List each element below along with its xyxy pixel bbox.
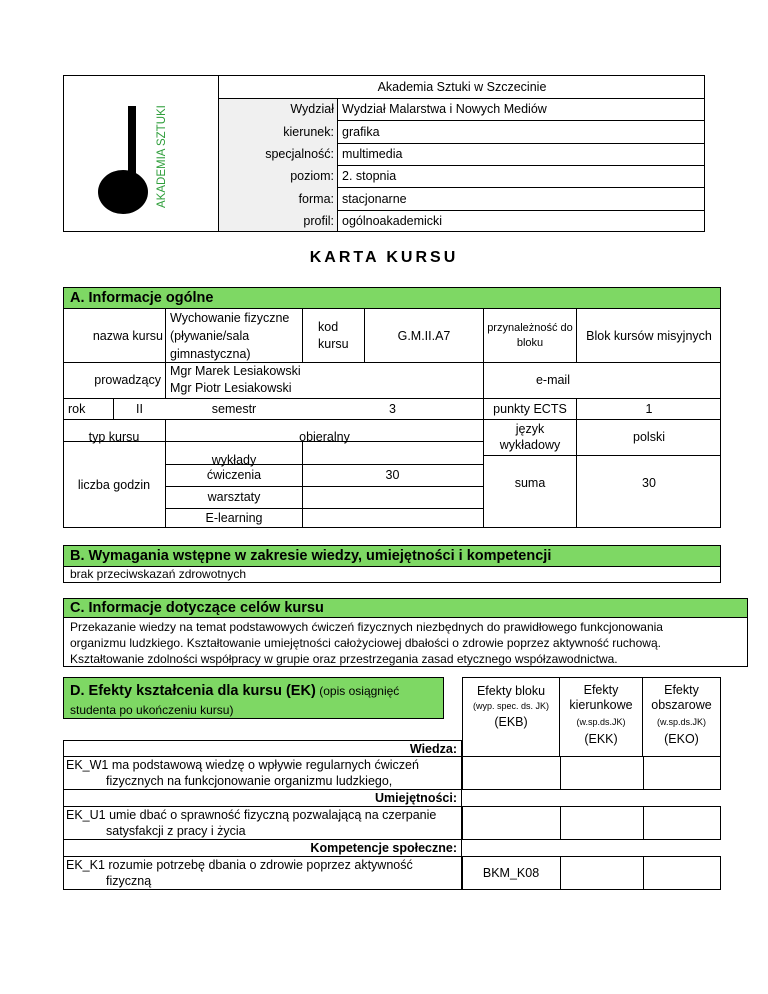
sum-value: 30: [642, 475, 656, 490]
ek-u1: [66, 807, 460, 839]
semester-value: 3: [389, 401, 396, 416]
knowledge-label: Wiedza:: [409, 741, 457, 756]
header-label-level: poziom:: [290, 169, 334, 183]
email-label: e-mail: [535, 373, 570, 387]
page-title: KARTA KURSU: [309, 249, 459, 266]
section-b-title: B. Wymagania wstępne w zakresie wiedzy, umiejętności i kompetencji: [63, 545, 721, 567]
logo-circle: [98, 170, 148, 214]
block-value: Blok kursów misyjnych: [586, 328, 712, 343]
header-label-form: forma:: [298, 191, 334, 206]
email-value: [580, 362, 718, 398]
col-eko-abbr: (EKO): [664, 732, 699, 746]
code-label: kod kursu: [318, 319, 349, 351]
col-ekk-header: [560, 677, 643, 757]
section-d-title: [70, 682, 440, 720]
logo-stem: [128, 106, 136, 206]
course-code: G.M.II.A7: [397, 328, 451, 343]
ek-u1-cells: [462, 806, 721, 840]
ek-w1: [66, 757, 460, 789]
col-eko-header: [643, 677, 721, 757]
academy-logo: [90, 100, 200, 220]
header-value-specialty: multimedia: [342, 147, 403, 161]
course-name: Wychowanie fizyczne (pływanie/sala gimnastyczna): [170, 310, 290, 361]
header-value-form: stacjonarne: [342, 191, 407, 206]
course-name-label: nazwa kursu: [92, 328, 163, 343]
year-value: II: [136, 401, 143, 416]
ek-k1-line-1: EK_K1 rozumie potrzebę dbania o zdrowie poprzez aktywność: [66, 858, 413, 872]
section-a-title: A. Informacje ogólne: [63, 287, 721, 309]
course-type-value: obieralny: [299, 430, 350, 444]
col-ekb-small: (wyp. spec. ds. JK): [472, 701, 550, 711]
hours-lecture-label: wykłady: [211, 452, 257, 467]
sum-label: suma: [514, 475, 546, 490]
language-value: polski: [633, 430, 665, 444]
ek-w1-cells: [462, 756, 721, 790]
header-value-profile: ogólnoakademicki: [342, 214, 443, 228]
col-ekb-header: [462, 677, 560, 757]
col-eko-small: (w.sp.ds.JK): [656, 717, 706, 727]
ek-u1-line-2: satysfakcji z pracy i życia: [106, 824, 246, 838]
goal-line-1: Przekazanie wiedzy na temat podstawowych ćwiczeń fizycznych niezbędnych do prawidłowego funkcjonowania: [70, 620, 663, 634]
section-c-title: C. Informacje dotyczące celów kursu: [63, 598, 748, 618]
language-label: język wykładowy: [499, 422, 561, 452]
competence-label: Kompetencje społeczne:: [310, 840, 457, 855]
hours-workshops-label: warsztaty: [207, 490, 261, 504]
ek-k1-line-2: fizyczną: [106, 874, 152, 888]
course-type-label: typ kursu: [88, 430, 140, 444]
skills-label: Umiejętności:: [375, 790, 457, 805]
col-ekb-abbr: (EKB): [494, 715, 528, 729]
ects-value: 1: [645, 401, 653, 416]
ects-label: punkty ECTS: [493, 401, 567, 416]
section-d-note: (opis osiągnięć: [319, 684, 400, 698]
teacher-1: Mgr Marek Lesiakowski: [170, 364, 301, 378]
header-label-specialty: specjalność:: [265, 147, 334, 161]
section-c-text: [63, 617, 748, 667]
header-label-faculty: Wydział: [290, 102, 334, 116]
ek-k1: [66, 857, 460, 889]
ek-w1-line-2: fizycznych na funkcjonowanie organizmu ludzkiego,: [106, 774, 393, 788]
block-label: przynależność do bloku: [487, 321, 573, 349]
teacher-label: prowadzący: [94, 373, 161, 387]
logo-text: AKADEMIA SZTUKI: [156, 105, 168, 208]
ek-u1-line-1: EK_U1 umie dbać o sprawność fizyczną pozwalającą na czerpanie: [66, 808, 437, 822]
col-ekk-title-2: kierunkowe: [569, 698, 633, 712]
col-eko-title-1: Efekty: [664, 683, 699, 697]
section-d-heading: D. Efekty kształcenia dla kursu (EK): [70, 683, 316, 699]
header-value-level: 2. stopnia: [342, 169, 397, 183]
header-value-faculty: Wydział Malarstwa i Nowych Mediów: [342, 102, 547, 116]
hours-exercises-value: 30: [385, 468, 400, 482]
section-b-text: brak przeciwskazań zdrowotnych: [63, 566, 721, 583]
goal-line-3: Kształtowanie zdolności współpracy w grupie oraz przestrzegania zasad etycznego współzawodnictwa.: [70, 652, 618, 666]
teacher-list: [170, 363, 480, 397]
col-eko-title-2: obszarowe: [651, 698, 712, 712]
col-ekb-title: Efekty bloku: [476, 684, 546, 698]
semester-label: semestr: [211, 401, 257, 416]
ek-w1-line-1: EK_W1 ma podstawową wiedzę o wpływie regularnych ćwiczeń: [66, 758, 419, 772]
teacher-2: Mgr Piotr Lesiakowski: [170, 381, 292, 395]
col-ekk-title-1: Efekty: [583, 683, 619, 697]
hours-label: liczba godzin: [77, 477, 151, 492]
hours-elearning-value: [302, 508, 483, 528]
col-ekk-abbr: (EKK): [584, 732, 618, 746]
section-d-note-2: studenta po ukończeniu kursu): [70, 703, 234, 717]
hours-exercises-label: ćwiczenia: [206, 468, 262, 482]
goal-line-2: organizmu ludzkiego. Kształtowanie umiejętności całożyciowej dbałości o zdrowie poprzez aktywność ruchową.: [70, 636, 661, 650]
hours-elearning-label: E-learning: [205, 511, 263, 525]
header-label-profile: profil:: [303, 214, 334, 228]
ek-k1-ekb: BKM_K08: [482, 866, 540, 880]
header-label-field: kierunek:: [283, 124, 334, 139]
header-value-field: grafika: [342, 124, 380, 139]
hours-workshops-value: [302, 486, 483, 508]
col-ekk-small: (w.sp.ds.JK): [576, 717, 626, 727]
academy-name: Akademia Sztuki w Szczecinie: [377, 80, 547, 94]
year-label: rok: [68, 401, 86, 416]
